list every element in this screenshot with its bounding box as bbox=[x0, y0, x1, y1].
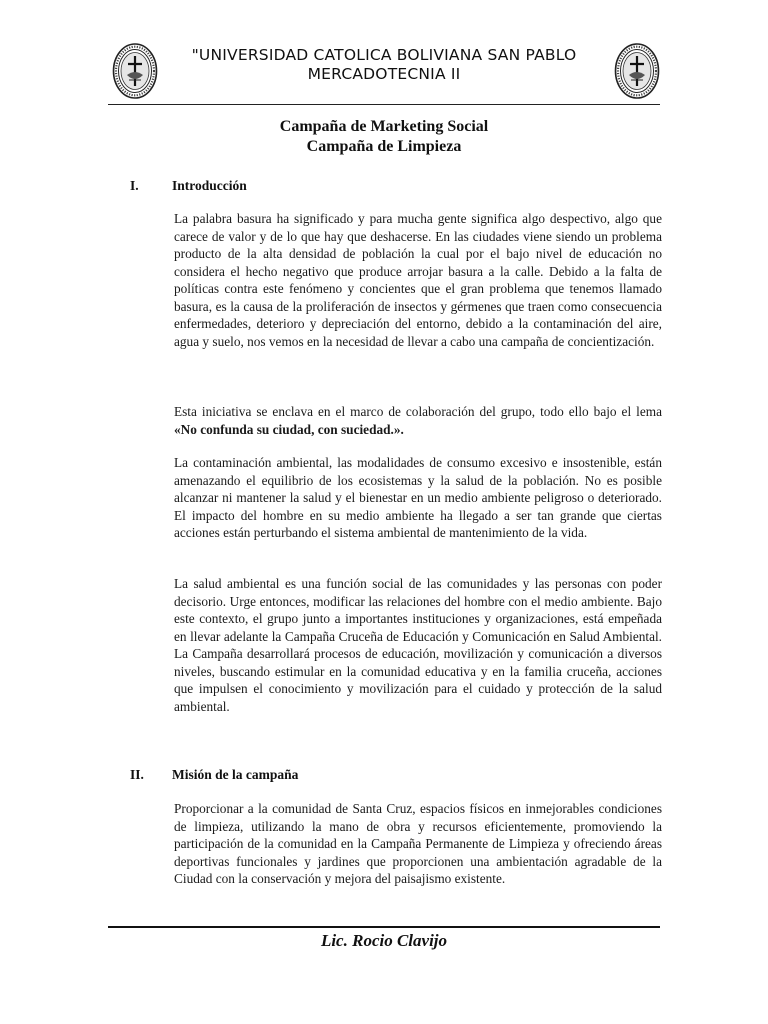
paragraph-intro-2 bbox=[174, 403, 662, 438]
paragraph-mision: Proporcionar a la comunidad de Santa Cruz, espacios físicos en inmejorables condiciones de limpieza, utilizando la mano de obra y recursos eficientemente, promoviendo la participación de la comunidad en la Campaña Permanente de Limpieza y ofreciendo áreas deportivas funcionales y jardines que proporcionen una ambientación agradable de la Ciudad con la conservación y mejora del paisajismo existente. bbox=[174, 801, 662, 886]
institution-heading bbox=[168, 46, 600, 84]
author-signature: Lic. Rocio Clavijo bbox=[320, 931, 448, 950]
paragraph-text: Esta iniciativa se enclava en el marco de colaboración del grupo, todo ello bajo el lema bbox=[174, 404, 662, 419]
header-divider bbox=[108, 104, 660, 105]
paragraph-intro-4: La salud ambiental es una función social de las comunidades y las personas con poder decisorio. Urge entonces, modificar las relaciones del hombre con el medio ambiente. Bajo este contexto, el grupo junto a importantes instituciones y organizaciones, está empeñada en llevar adelante la Campaña Cruceña de Educación y Comunicación en Salud Ambiental. La Campaña desarrollará procesos de educación, movilización y comunicación a diversos niveles, buscando estimular en la comunidad educativa y en la familia cruceña, acciones que impulsen el conocimiento y movilización para el cuidado y protección de la salud ambiental. bbox=[174, 576, 662, 714]
footer-divider bbox=[108, 926, 660, 928]
paragraph-intro-3: La contaminación ambiental, las modalidades de consumo excesivo e insostenible, están amenazando el equilibrio de los ecosistemas y la salud de la población. No es posible alcanzar ni mantener la salud y el bienestar en un medio ambiente peligroso o deteriorado. El impacto del hombre en su medio ambiente ha llegado a ser tan grande que ciertas acciones están perturbando el sistema ambiental de mantenimiento de la vida. bbox=[174, 455, 662, 540]
university-seal-left bbox=[112, 42, 158, 100]
section-number: I. bbox=[130, 178, 139, 193]
section-title: Misión de la campaña bbox=[172, 767, 299, 782]
section-title: Introducción bbox=[172, 178, 247, 193]
university-seal-right bbox=[614, 42, 660, 100]
document-subtitle: Campaña de Limpieza bbox=[306, 138, 462, 155]
campaign-slogan: «No confunda su ciudad, con suciedad.». bbox=[174, 421, 404, 437]
document-header bbox=[108, 40, 660, 102]
paragraph-intro-1: La palabra basura ha significado y para mucha gente significa algo despectivo, algo que carece de valor y de lo que hay que deshacerse. En las ciudades viene siendo un problema producto de la alta densidad de población la cual por el bajo nivel de educación no considera el hecho negativo que produce arrojar basura a la calle. Debido a la falta de políticas contra este fenómeno y concientes que el gran problema que tenemos llamado basura, es la causa de la proliferación de insectos y gérmenes que traen como consecuencia enfermedades, deterioro y depreciación del entorno, debido a la contaminación del aire, agua y suelo, nos vemos en la necesidad de llevar a cabo una campaña de concientización. bbox=[174, 211, 662, 349]
university-name: "UNIVERSIDAD CATOLICA BOLIVIANA SAN PABLO bbox=[191, 46, 577, 64]
document-title: Campaña de Marketing Social bbox=[279, 118, 489, 135]
course-name: MERCADOTECNIA II bbox=[307, 65, 461, 83]
section-number: II. bbox=[130, 767, 144, 782]
